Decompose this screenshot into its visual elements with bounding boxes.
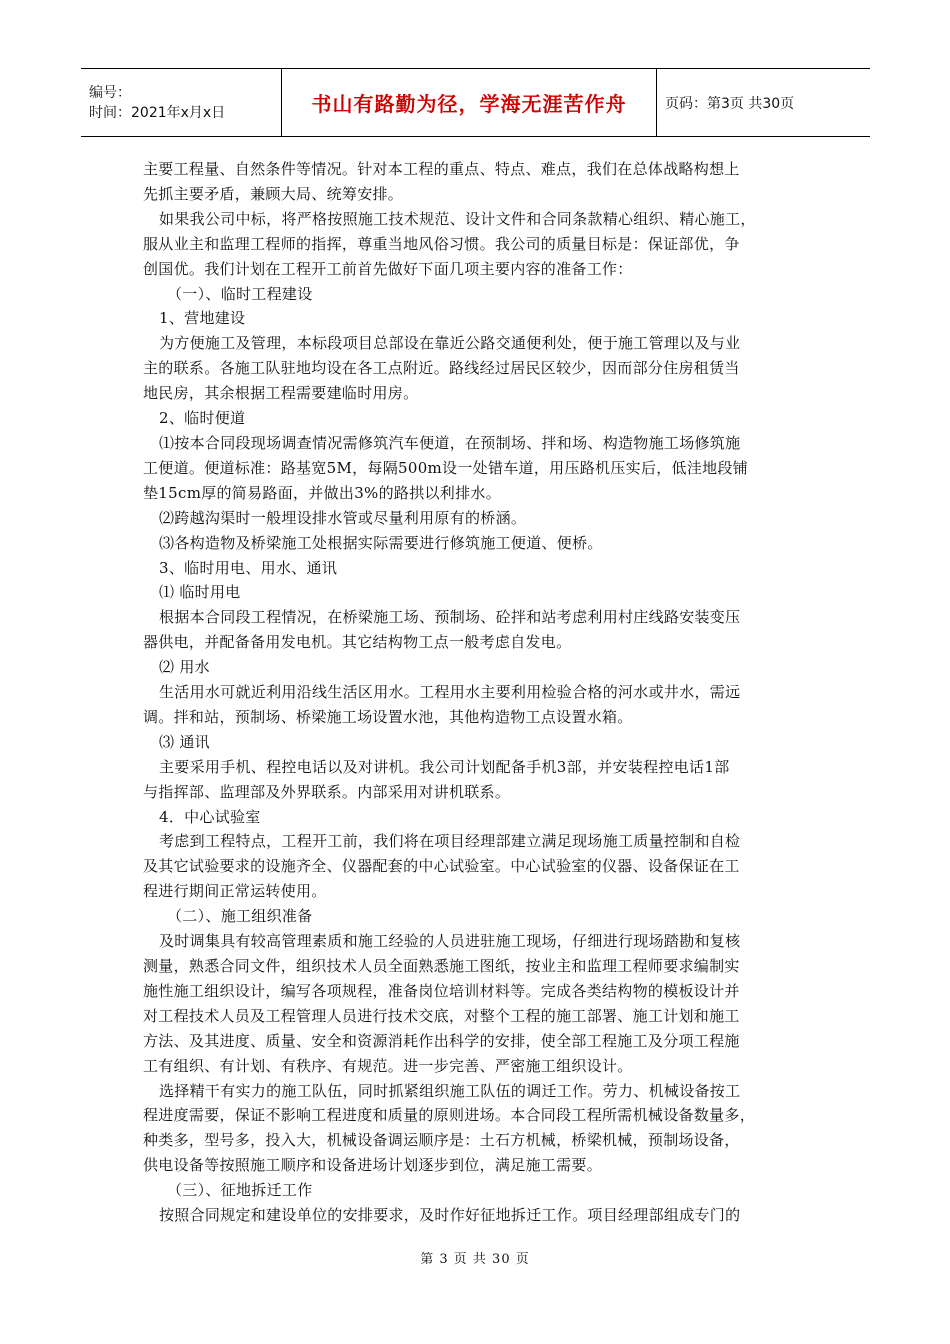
body-line: 供电设备等按照施工顺序和设备进场计划逐步到位，满足施工需要。 [143, 1156, 603, 1175]
item-heading: ⑶ 通讯 [159, 732, 210, 751]
body-line: 对工程技术人员及工程管理人员进行技术交底，对整个工程的施工部署、施工计划和施工 [143, 1006, 740, 1025]
body-line: 服从业主和监理工程师的指挥，尊重当地风俗习惯。我公司的质量目标是：保证部优，争 [143, 234, 740, 253]
body-line: 工有组织、有计划、有秩序、有规范。进一步完善、严密施工组织设计。 [143, 1056, 633, 1075]
body-line: 程进度需要，保证不影响工程进度和质量的原则进场。本合同段工程所需机械设备数量多， [143, 1106, 756, 1125]
subsection-heading: 4．中心试验室 [159, 807, 261, 826]
body-line: 及其它试验要求的设施齐全、仪器配套的中心试验室。中心试验室的仪器、设备保证在工 [143, 857, 740, 876]
body-line: 考虑到工程特点，工程开工前，我们将在项目经理部建立满足现场施工质量控制和自检 [159, 832, 741, 851]
body-line: 主要采用手机、程控电话以及对讲机。我公司计划配备手机3部，并安装程控电话1部 [159, 757, 730, 776]
header-motto: 书山有路勤为径，学海无涯苦作舟 [311, 92, 627, 116]
section-heading: （三）、征地拆迁工作 [167, 1181, 313, 1200]
header-page-label: 页码：第3页 共30页 [665, 95, 795, 112]
document-date-label: 时间：2021年x月x日 [89, 104, 226, 121]
body-line: 创国优。我们计划在工程开工前首先做好下面几项主要内容的准备工作： [143, 259, 633, 278]
header-page-cell [657, 69, 870, 136]
subsection-heading: 1、营地建设 [159, 309, 246, 328]
subsection-heading: 2、临时便道 [159, 409, 246, 428]
header-table [81, 68, 870, 137]
document-number-label: 编号： [89, 84, 131, 101]
body-line: 生活用水可就近利用沿线生活区用水。工程用水主要利用检验合格的河水或井水，需远 [159, 683, 741, 702]
section-heading: （一）、临时工程建设 [167, 284, 313, 303]
body-line: 垫15cm厚的简易路面，并做出3%的路拱以利排水。 [143, 483, 502, 502]
body-line: 先抓主要矛盾，兼顾大局、统筹安排。 [143, 184, 404, 203]
body-line: 地民房，其余根据工程需要建临时用房。 [143, 384, 419, 403]
body-line: 施性施工组织设计，编写各项规程，准备岗位培训材料等。完成各类结构物的模板设计并 [143, 981, 740, 1000]
body-line: 按照合同规定和建设单位的安排要求，及时作好征地拆迁工作。项目经理部组成专门的 [159, 1206, 741, 1225]
body-line: 及时调集具有较高管理素质和施工经验的人员进驻施工现场，仔细进行现场踏勘和复核 [159, 932, 741, 951]
body-line: 主要工程量、自然条件等情况。针对本工程的重点、特点、难点，我们在总体战略构想上 [143, 160, 740, 178]
body-line: 为方便施工及管理，本标段项目总部设在靠近公路交通便利处，便于施工管理以及与业 [159, 334, 741, 353]
body-line: 器供电，并配备备用发电机。其它结构物工点一般考虑自发电。 [143, 633, 572, 652]
body-line: ⑵跨越沟渠时一般埋设排水管或尽量利用原有的桥涵。 [159, 508, 527, 527]
body-line: ⑶各构造物及桥梁施工处根据实际需要进行修筑施工便道、便桥。 [159, 533, 603, 552]
header-motto-cell [282, 69, 657, 136]
item-heading: ⑵ 用水 [159, 658, 210, 677]
body-line: 程进行期间正常运转使用。 [143, 882, 327, 901]
header-meta-cell [81, 69, 282, 136]
body-line: 主的联系。各施工队驻地均设在各工点附近。路线经过居民区较少，因而部分住房租赁当 [143, 359, 740, 378]
body-line: 如果我公司中标，将严格按照施工技术规范、设计文件和合同条款精心组织、精心施工， [159, 209, 756, 228]
body-line: 测量，熟悉合同文件，组织技术人员全面熟悉施工图纸，按业主和监理工程师要求编制实 [143, 957, 740, 975]
body-line: 选择精干有实力的施工队伍，同时抓紧组织施工队伍的调迁工作。劳力、机械设备按工 [159, 1081, 741, 1100]
document-body [143, 157, 813, 1228]
section-heading: （二）、施工组织准备 [167, 907, 313, 926]
subsection-heading: 3、临时用电、用水、通讯 [159, 558, 338, 577]
body-line: ⑴按本合同段现场调查情况需修筑汽车便道，在预制场、拌和场、构造物施工场修筑施 [159, 433, 741, 452]
item-heading: ⑴ 临时用电 [159, 583, 241, 602]
body-line: 方法、及其进度、质量、安全和资源消耗作出科学的安排，使全部工程施工及分项工程施 [143, 1031, 740, 1050]
body-line: 工便道。便道标准：路基宽5M，每隔500m设一处错车道，用压路机压实后，低洼地段铺 [143, 458, 749, 477]
body-line: 调。拌和站，预制场、桥梁施工场设置水池，其他构造物工点设置水箱。 [143, 707, 633, 726]
body-line: 种类多，型号多，投入大，机械设备调运顺序是：土石方机械，桥梁机械，预制场设备， [143, 1131, 740, 1150]
body-line: 与指挥部、监理部及外界联系。内部采用对讲机联系。 [143, 782, 511, 801]
body-line: 根据本合同段工程情况，在桥梁施工场、预制场、砼拌和站考虑利用村庄线路安装变压 [159, 608, 741, 627]
page-footer: 第 3 页 共 30 页 [420, 1252, 530, 1267]
